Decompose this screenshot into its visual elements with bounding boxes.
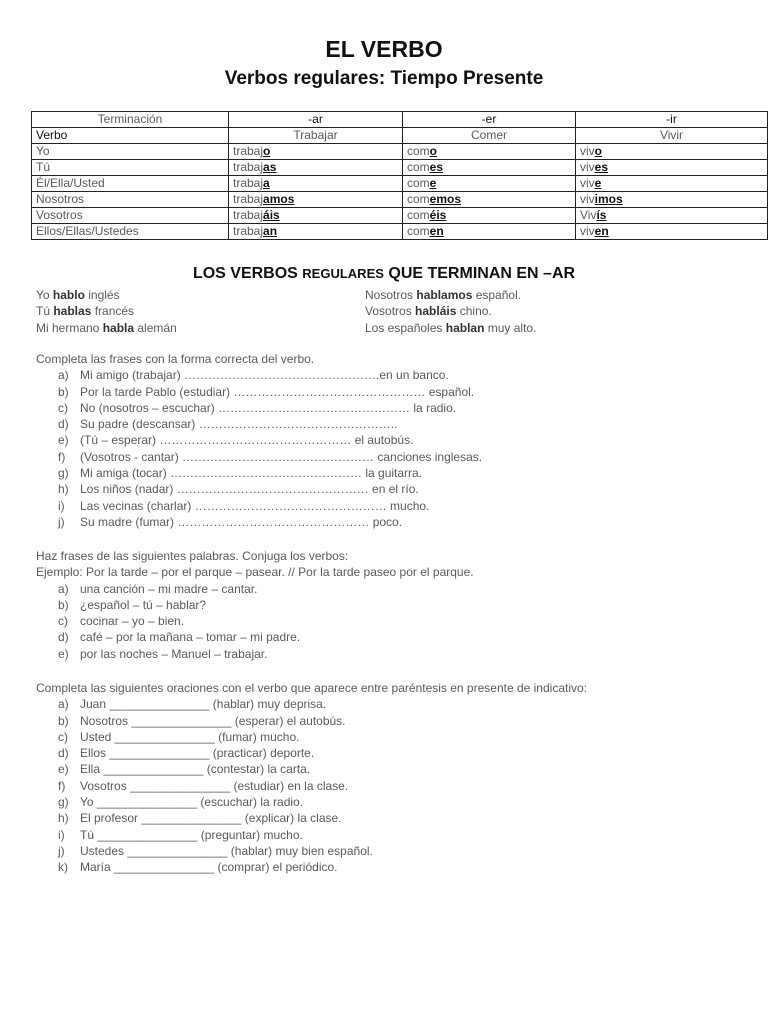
item-letter: h)	[58, 811, 69, 826]
list-item	[36, 465, 736, 481]
item-letter: d)	[58, 417, 69, 432]
table-header-row	[32, 112, 768, 128]
list-item	[36, 646, 736, 662]
verb-stem: trabaj	[233, 144, 264, 158]
pronoun-cell: Tú	[32, 160, 229, 176]
conjugation-cell	[229, 192, 403, 208]
list-item	[36, 498, 736, 514]
section-heading-part: REGULARES	[302, 266, 384, 281]
verb-ending: es	[429, 160, 444, 174]
verb-ending: o	[263, 144, 271, 158]
example-subject: Mi hermano	[36, 320, 103, 335]
conjugation-cell	[576, 160, 768, 176]
pronoun-cell: Nosotros	[32, 192, 229, 208]
example-verb: habláis	[415, 304, 457, 319]
example-sentence	[365, 320, 536, 336]
verb-stem: com	[407, 224, 430, 238]
example-verb: hablamos	[416, 288, 473, 302]
list-item	[36, 613, 736, 629]
verb-stem: viv	[580, 144, 595, 158]
list-item	[36, 514, 736, 530]
example-sentence	[365, 287, 536, 303]
item-text: María _______________ (comprar) el periódico.	[80, 860, 338, 875]
table-row	[32, 160, 768, 176]
verb-stem: trabaj	[233, 176, 264, 190]
item-letter: e)	[58, 646, 69, 661]
verb-stem: trabaj	[233, 208, 264, 222]
example-subject: Vosotros	[365, 304, 416, 319]
conjugation-table	[31, 111, 768, 240]
example-verb: hablo	[52, 288, 85, 302]
list-item	[36, 794, 736, 810]
list-item	[36, 481, 736, 497]
example-sentence	[365, 303, 536, 319]
verb-ending: en	[429, 224, 444, 238]
verb-ending: imos	[594, 192, 623, 206]
exercise-instruction: Completa las frases con la forma correcta del verbo.	[36, 352, 315, 366]
conjugation-cell	[576, 224, 768, 240]
conjugation-cell	[403, 176, 576, 192]
conjugation-cell	[403, 192, 576, 208]
conjugation-cell	[229, 224, 403, 240]
section-heading-part: LOS VERBOS	[192, 265, 303, 282]
list-item	[36, 581, 736, 597]
example-rest: español.	[472, 288, 522, 302]
verb-stem: com	[407, 144, 430, 158]
item-text: No (nosotros – escuchar) ………………………………………… la radio.	[80, 400, 457, 415]
exercise-3	[36, 680, 736, 876]
list-item	[36, 745, 736, 761]
list-item	[36, 449, 736, 465]
item-text: Nosotros _______________ (esperar) el autobús.	[80, 713, 346, 728]
verb-stem: com	[407, 160, 430, 174]
conjugation-cell	[229, 144, 403, 160]
verb-stem: viv	[580, 224, 595, 238]
item-letter: h)	[58, 482, 69, 497]
example-rest: chino.	[456, 304, 492, 319]
list-item	[36, 384, 736, 400]
list-item	[36, 367, 736, 383]
item-letter: a)	[58, 368, 69, 383]
list-item	[36, 827, 736, 843]
item-letter: i)	[58, 498, 65, 513]
example-subject: Tú	[36, 304, 54, 319]
table-row	[32, 192, 768, 208]
item-letter: e)	[58, 762, 69, 777]
table-row	[32, 176, 768, 192]
pronoun-cell: Él/Ella/Usted	[32, 176, 229, 192]
item-text: Mi amiga (tocar) ………………………………………… la guitarra.	[80, 466, 423, 481]
verb-stem: viv	[580, 192, 595, 206]
example-rest: francés	[91, 304, 135, 319]
item-text: Vosotros _______________ (estudiar) en la clase.	[80, 778, 349, 793]
list-item	[36, 859, 736, 875]
item-text: Mi amigo (trabajar) ………………………………………….en un banco.	[80, 368, 449, 383]
item-letter: b)	[58, 713, 69, 728]
item-letter: i)	[58, 827, 65, 842]
table-header-row	[32, 128, 768, 144]
header-cell: -ar	[229, 112, 403, 128]
list-item	[36, 416, 736, 432]
example-subject: Los españoles	[365, 320, 446, 335]
examples-left	[36, 287, 177, 336]
conjugation-cell	[403, 224, 576, 240]
item-letter: e)	[58, 433, 69, 448]
item-text: Ustedes _______________ (hablar) muy bien español.	[80, 843, 373, 858]
item-text: ¿español – tú – hablar?	[80, 597, 207, 612]
verb-ending: emos	[429, 192, 462, 206]
conjugation-cell	[229, 176, 403, 192]
verb-ending: áis	[263, 208, 280, 222]
example-verb: hablas	[53, 304, 92, 319]
list-item	[36, 843, 736, 859]
example-rest: muy alto.	[484, 320, 537, 335]
exercise-list	[36, 367, 736, 530]
verb-stem: com	[407, 192, 430, 206]
header-cell: Vivir	[576, 128, 768, 144]
list-item	[36, 432, 736, 448]
example-rest: inglés	[84, 288, 120, 302]
item-letter: g)	[58, 466, 69, 481]
page-title: EL VERBO	[325, 36, 443, 62]
list-item	[36, 778, 736, 794]
verb-stem: viv	[580, 160, 595, 174]
item-text: cocinar – yo – bien.	[80, 614, 185, 629]
example-subject: Yo	[36, 288, 53, 302]
verb-stem: com	[407, 208, 430, 222]
item-letter: c)	[58, 400, 68, 415]
item-letter: b)	[58, 597, 69, 612]
item-text: El profesor _______________ (explicar) la clase.	[80, 811, 342, 826]
item-letter: d)	[58, 746, 69, 761]
exercise-1	[36, 351, 736, 530]
verb-ending: o	[429, 144, 438, 158]
item-text: Ella _______________ (contestar) la carta.	[80, 762, 311, 777]
conjugation-cell	[403, 160, 576, 176]
verb-ending: en	[594, 224, 609, 238]
verb-stem: trabaj	[233, 192, 264, 206]
verb-stem: viv	[580, 176, 595, 190]
item-letter: c)	[58, 729, 68, 744]
section-heading-part: QUE TERMINAN EN –AR	[383, 265, 576, 282]
header-cell: Comer	[403, 128, 576, 144]
item-text: Juan _______________ (hablar) muy deprisa.	[80, 697, 327, 712]
example-sentence	[36, 320, 177, 336]
item-letter: j)	[58, 514, 65, 529]
exercise-instruction: Haz frases de las siguientes palabras. Conjuga los verbos:	[36, 549, 349, 563]
verb-ending: an	[263, 224, 278, 238]
table-row	[32, 224, 768, 240]
example-verb: habla	[102, 320, 135, 335]
verb-ending: o	[594, 144, 603, 158]
list-item	[36, 400, 736, 416]
item-letter: g)	[58, 795, 69, 810]
conjugation-cell	[576, 192, 768, 208]
list-item	[36, 597, 736, 613]
item-text: café – por la mañana – tomar – mi padre.	[80, 630, 301, 645]
verb-ending: éis	[429, 208, 447, 222]
pronoun-cell: Yo	[32, 144, 229, 160]
list-item	[36, 696, 736, 712]
item-letter: f)	[58, 449, 66, 464]
item-text: (Tú – esperar) ………………………………………… el autobús.	[80, 433, 414, 448]
examples-right	[365, 287, 536, 336]
section-heading	[0, 265, 768, 283]
item-text: Tú _______________ (preguntar) mucho.	[80, 827, 303, 842]
verb-ending: es	[594, 160, 609, 174]
verb-ending: as	[263, 160, 277, 174]
item-letter: j)	[58, 843, 65, 858]
item-text: Usted _______________ (fumar) mucho.	[80, 729, 300, 744]
item-letter: c)	[58, 614, 68, 629]
conjugation-cell	[576, 144, 768, 160]
list-item	[36, 729, 736, 745]
list-item	[36, 629, 736, 645]
verb-stem: com	[407, 176, 430, 190]
header-cell: Trabajar	[229, 128, 403, 144]
item-letter: k)	[58, 860, 68, 875]
conjugation-cell	[229, 208, 403, 224]
verb-stem: trabaj	[233, 224, 264, 238]
header-cell: Terminación	[32, 112, 229, 128]
conjugation-cell	[403, 208, 576, 224]
header-cell: -ir	[576, 112, 768, 128]
list-item	[36, 810, 736, 826]
item-text: una canción – mi madre – cantar.	[80, 581, 258, 596]
item-text: (Vosotros - cantar) ………………………………………… canciones inglesas.	[80, 449, 483, 464]
item-text: Yo _______________ (escuchar) la radio.	[80, 795, 304, 810]
item-letter: d)	[58, 630, 69, 645]
item-letter: b)	[58, 384, 69, 399]
table-row	[32, 208, 768, 224]
item-letter: a)	[58, 581, 69, 596]
exercise-list	[36, 696, 736, 875]
conjugation-cell	[576, 176, 768, 192]
list-item	[36, 761, 736, 777]
verb-ending: amos	[263, 192, 295, 206]
example-verb: hablan	[445, 320, 485, 335]
conjugation-cell	[403, 144, 576, 160]
item-text: Las vecinas (charlar) ………………………………………… mucho.	[80, 498, 430, 513]
item-text: Ellos _______________ (practicar) deporte.	[80, 746, 315, 761]
verb-stem: Viv	[580, 208, 597, 222]
header-cell: Verbo	[32, 128, 229, 144]
pronoun-cell: Ellos/Ellas/Ustedes	[32, 224, 229, 240]
exercise-list	[36, 581, 736, 662]
conjugation-cell	[576, 208, 768, 224]
page-subtitle: Verbos regulares: Tiempo Presente	[224, 68, 544, 89]
verb-ending: a	[263, 176, 270, 190]
verb-ending: ís	[596, 208, 607, 222]
item-text: por las noches – Manuel – trabajar.	[80, 646, 268, 661]
pronoun-cell: Vosotros	[32, 208, 229, 224]
item-letter: f)	[58, 778, 66, 793]
exercise-2	[36, 548, 736, 662]
header-cell: -er	[403, 112, 576, 128]
verb-ending: e	[429, 176, 437, 190]
item-text: Por la tarde Pablo (estudiar) ………………………………………… español.	[80, 384, 475, 399]
item-text: Su madre (fumar) ………………………………………… poco.	[80, 514, 403, 529]
verb-ending: e	[594, 176, 602, 190]
item-letter: a)	[58, 697, 69, 712]
item-text: Su padre (descansar) …………………………………………..	[80, 417, 398, 432]
example-sentence	[36, 303, 177, 319]
conjugation-cell	[229, 160, 403, 176]
exercise-example: Ejemplo: Por la tarde – por el parque – pasear. // Por la tarde paseo por el parque.	[36, 565, 474, 580]
item-text: Los niños (nadar) ………………………………………… en el río.	[80, 482, 419, 497]
table-row	[32, 144, 768, 160]
exercise-instruction: Completa las siguientes oraciones con el verbo que aparece entre paréntesis en presente de indicativo:	[36, 681, 588, 695]
example-subject: Nosotros	[365, 288, 417, 302]
example-sentence	[36, 287, 177, 303]
list-item	[36, 713, 736, 729]
verb-stem: trabaj	[233, 160, 264, 174]
example-rest: alemán	[134, 320, 177, 335]
